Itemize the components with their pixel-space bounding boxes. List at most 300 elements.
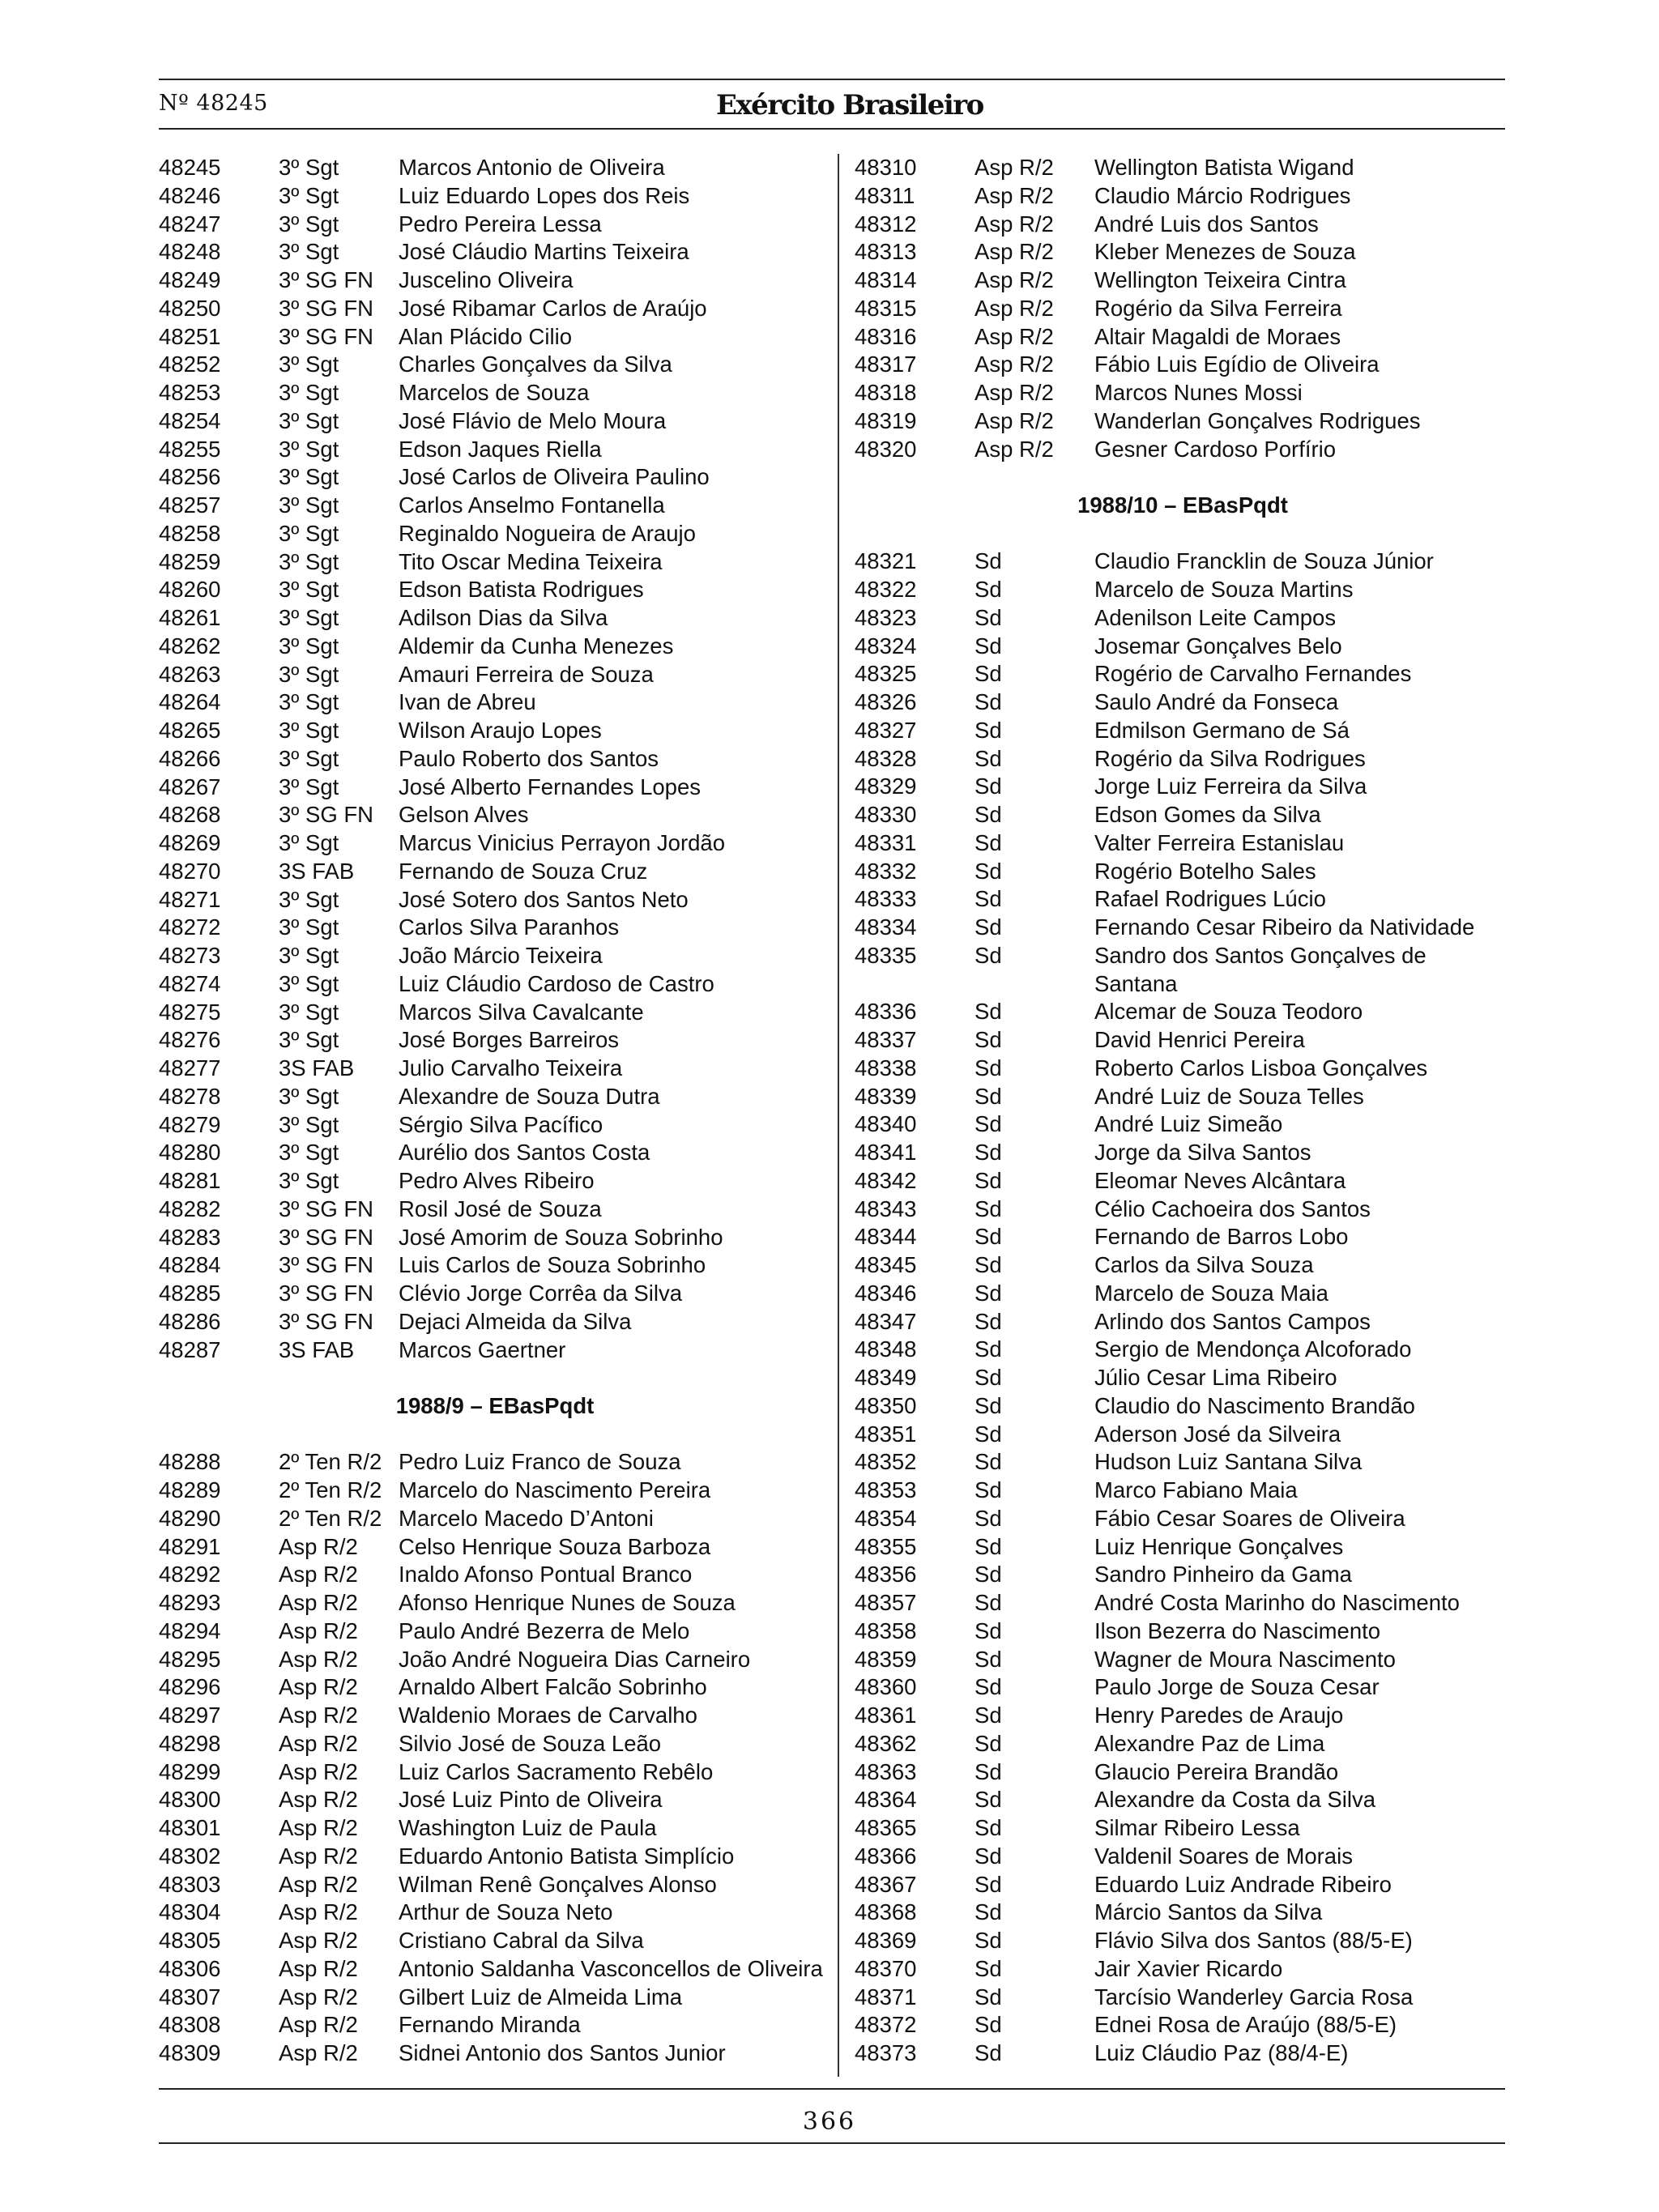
person-name: Claudio do Nascimento Brandão — [1094, 1392, 1415, 1418]
rank: 3º Sgt — [279, 1168, 339, 1193]
rank: Sd — [975, 1196, 1002, 1221]
record-number: 48268 — [159, 802, 221, 828]
record-number: 48364 — [855, 1787, 917, 1813]
record-number: 48330 — [855, 802, 917, 827]
record-number: 48350 — [855, 1392, 917, 1418]
record-number: 48291 — [159, 1533, 221, 1559]
list-item — [855, 633, 1511, 661]
rank: 3º Sgt — [279, 970, 339, 996]
rank: Asp R/2 — [975, 155, 1054, 180]
person-name: Cristiano Cabral da Silva — [399, 1928, 644, 1953]
person-name: David Henrici Pereira — [1094, 1027, 1305, 1052]
record-number: 48338 — [855, 1055, 917, 1080]
record-number: 48367 — [855, 1871, 917, 1897]
record-number: 48264 — [159, 689, 221, 715]
rank: Sd — [975, 1308, 1002, 1334]
record-number: 48251 — [159, 323, 221, 349]
person-name: Clévio Jorge Corrêa da Silva — [399, 1281, 683, 1306]
person-name: Marcos Antonio de Oliveira — [399, 155, 665, 180]
list-item — [855, 295, 1511, 323]
list-item — [855, 1392, 1511, 1421]
record-number: 48254 — [159, 407, 221, 433]
record-number: 48336 — [855, 999, 917, 1025]
rank: Sd — [975, 1787, 1002, 1813]
person-name: José Sotero dos Santos Neto — [399, 886, 689, 912]
list-item — [159, 1083, 831, 1111]
list-item — [855, 1308, 1511, 1336]
rank: Asp R/2 — [975, 436, 1054, 462]
person-name: Carlos Silva Paranhos — [399, 914, 620, 940]
rank: Asp R/2 — [279, 1703, 358, 1728]
person-name: Marco Fabiano Maia — [1094, 1477, 1298, 1502]
record-number: 48308 — [159, 2012, 221, 2038]
person-name: Edmilson Germano de Sá — [1094, 717, 1350, 743]
list-item — [159, 211, 831, 239]
rank: Sd — [975, 1365, 1002, 1390]
person-name: Wilson Araujo Lopes — [399, 718, 602, 743]
list-item — [855, 1927, 1511, 1955]
rank: Asp R/2 — [279, 1562, 358, 1588]
list-item — [159, 1899, 831, 1927]
person-name: Wanderlan Gonçalves Rodrigues — [1094, 407, 1421, 433]
list-item — [159, 1533, 831, 1562]
record-number: 48349 — [855, 1365, 917, 1390]
person-name: Edson Batista Rodrigues — [399, 577, 644, 603]
list-item — [855, 182, 1511, 211]
rank: 3º Sgt — [279, 577, 339, 603]
person-name: Arnaldo Albert Falcão Sobrinho — [399, 1674, 707, 1700]
person-name: Alcemar de Souza Teodoro — [1094, 999, 1363, 1025]
rank: Sd — [975, 1505, 1002, 1531]
page-number: 366 — [802, 2108, 857, 2136]
rank: Sd — [975, 1646, 1002, 1672]
record-number: 48359 — [855, 1646, 917, 1672]
rank: Sd — [975, 1730, 1002, 1756]
rank: Sd — [975, 1083, 1002, 1109]
rank: Sd — [975, 1871, 1002, 1897]
record-number: 48273 — [159, 943, 221, 968]
person-name: Marcelos de Souza — [399, 380, 590, 405]
record-number: 48370 — [855, 1955, 917, 1981]
list-item — [159, 717, 831, 745]
rank: 3º SG FN — [279, 267, 374, 292]
record-number: 48290 — [159, 1505, 221, 1531]
list-item — [159, 633, 831, 661]
rank: 3º Sgt — [279, 155, 339, 180]
list-item — [159, 1336, 831, 1365]
record-number: 48365 — [855, 1815, 917, 1840]
record-number: 48293 — [159, 1590, 221, 1615]
person-name: Wellington Batista Wigand — [1094, 155, 1354, 180]
rank: 3º Sgt — [279, 830, 339, 855]
record-number: 48295 — [159, 1646, 221, 1672]
person-name: Gesner Cardoso Porfírio — [1094, 436, 1337, 462]
list-item — [855, 1955, 1511, 1984]
record-number: 48344 — [855, 1224, 917, 1250]
rank: Sd — [975, 548, 1002, 574]
list-item — [159, 1984, 831, 2012]
person-name: Sérgio Silva Pacífico — [399, 1111, 603, 1137]
rank: Sd — [975, 1703, 1002, 1728]
rank: Sd — [975, 886, 1002, 912]
record-number: 48333 — [855, 886, 917, 912]
person-name: Eduardo Antonio Batista Simplício — [399, 1843, 735, 1869]
person-name: Eduardo Luiz Andrade Ribeiro — [1094, 1871, 1392, 1897]
list-item — [855, 2011, 1511, 2039]
person-name: Ilson Bezerra do Nascimento — [1094, 1617, 1381, 1643]
person-name: José Alberto Fernandes Lopes — [399, 774, 702, 799]
record-number: 48320 — [855, 436, 917, 462]
list-item — [159, 1758, 831, 1787]
rank: 3S FAB — [279, 1336, 355, 1362]
record-number: 48360 — [855, 1674, 917, 1700]
record-number: 48298 — [159, 1730, 221, 1756]
rank: Sd — [975, 1815, 1002, 1840]
rank: Sd — [975, 633, 1002, 658]
list-item — [159, 1702, 831, 1730]
person-name: Ivan de Abreu — [399, 689, 536, 715]
record-number: 48312 — [855, 211, 917, 237]
record-number: 48283 — [159, 1224, 221, 1250]
person-name: Luiz Eduardo Lopes dos Reis — [399, 182, 690, 208]
rank: Asp R/2 — [975, 211, 1054, 237]
list-item — [855, 1673, 1511, 1702]
record-number: 48315 — [855, 295, 917, 321]
person-name: Gelson Alves — [399, 802, 529, 828]
rank: 3º SG FN — [279, 1196, 374, 1221]
rank: Sd — [975, 1336, 1002, 1362]
rank: 3º Sgt — [279, 548, 339, 574]
rank: 3º Sgt — [279, 774, 339, 799]
list-item — [855, 1280, 1511, 1308]
person-name: Claudio Francklin de Souza Júnior — [1094, 548, 1434, 574]
record-number: 48351 — [855, 1421, 917, 1447]
record-number: 48310 — [855, 155, 917, 180]
record-number: 48317 — [855, 352, 917, 377]
list-item — [855, 1364, 1511, 1392]
rank: Asp R/2 — [279, 1984, 358, 2010]
rank: Asp R/2 — [279, 1674, 358, 1700]
rank: 3º Sgt — [279, 436, 339, 462]
rank: Sd — [975, 1280, 1002, 1306]
rank: Sd — [975, 1758, 1002, 1784]
rank: Asp R/2 — [975, 352, 1054, 377]
person-name: Marcos Silva Cavalcante — [399, 999, 644, 1025]
record-number: 48358 — [855, 1617, 917, 1643]
rank: Sd — [975, 1027, 1002, 1052]
record-number: 48286 — [159, 1308, 221, 1334]
record-number: 48304 — [159, 1899, 221, 1925]
record-number: 48263 — [159, 661, 221, 687]
person-name: Marcelo de Souza Martins — [1094, 577, 1354, 602]
record-number: 48272 — [159, 914, 221, 940]
record-number: 48329 — [855, 774, 917, 799]
rank: Sd — [975, 1252, 1002, 1277]
list-item — [855, 1871, 1511, 1899]
rank: Asp R/2 — [279, 2012, 358, 2038]
record-number: 48269 — [159, 830, 221, 855]
list-item — [855, 1110, 1511, 1139]
person-name: Gilbert Luiz de Almeida Lima — [399, 1984, 683, 2010]
person-name: Silvio José de Souza Leão — [399, 1730, 662, 1756]
rank: Sd — [975, 829, 1002, 855]
person-name: Fábio Luis Egídio de Oliveira — [1094, 352, 1380, 377]
person-name: Tarcísio Wanderley Garcia Rosa — [1094, 1984, 1414, 2010]
rank: Asp R/2 — [279, 1955, 358, 1981]
person-name: José Ribamar Carlos de Araújo — [399, 295, 707, 321]
list-item — [159, 1589, 831, 1617]
list-item — [855, 1055, 1511, 1083]
list-item — [855, 1589, 1511, 1617]
person-name: José Flávio de Melo Moura — [399, 407, 667, 433]
rank: Sd — [975, 1928, 1002, 1953]
person-name: Julio Carvalho Teixeira — [399, 1055, 623, 1080]
list-item — [159, 801, 831, 829]
list-item — [159, 520, 831, 548]
person-name: Luiz Cláudio Cardoso de Castro — [399, 970, 714, 996]
person-name: Flávio Silva dos Santos (88/5-E) — [1094, 1928, 1413, 1953]
person-name: Roberto Carlos Lisboa Gonçalves — [1094, 1055, 1428, 1080]
list-item — [855, 238, 1511, 266]
list-item — [855, 323, 1511, 352]
list-item — [159, 407, 831, 436]
person-name: Claudio Márcio Rodrigues — [1094, 182, 1351, 208]
record-number: 48260 — [159, 577, 221, 603]
record-number: 48246 — [159, 182, 221, 208]
rank: Sd — [975, 1449, 1002, 1475]
record-number: 48363 — [855, 1758, 917, 1784]
record-number: 48297 — [159, 1703, 221, 1728]
list-item — [159, 1561, 831, 1589]
person-name: Sandro dos Santos Gonçalves de Santana — [1094, 942, 1427, 996]
list-item — [855, 1843, 1511, 1871]
rank: Asp R/2 — [975, 407, 1054, 433]
record-number: 48345 — [855, 1252, 917, 1277]
person-name: Wagner de Moura Nascimento — [1094, 1646, 1396, 1672]
person-name: Adenilson Leite Campos — [1094, 604, 1337, 630]
record-number: 48300 — [159, 1787, 221, 1813]
record-number: 48372 — [855, 2012, 917, 2038]
rank: Sd — [975, 1843, 1002, 1869]
list-item — [855, 1533, 1511, 1562]
list-item — [855, 1899, 1511, 1927]
record-number: 48265 — [159, 718, 221, 743]
list-item — [159, 266, 831, 295]
list-item — [855, 548, 1511, 576]
list-item — [855, 266, 1511, 295]
person-name: Arlindo dos Santos Campos — [1094, 1308, 1371, 1334]
list-item — [159, 774, 831, 802]
rank: 3º Sgt — [279, 211, 339, 237]
rank: 3º Sgt — [279, 492, 339, 518]
person-name: Marcos Gaertner — [399, 1336, 566, 1362]
list-item — [159, 914, 831, 942]
record-number: 48353 — [855, 1477, 917, 1502]
record-number: 48341 — [855, 1140, 917, 1165]
rank: 3º SG FN — [279, 802, 374, 828]
record-number: 48284 — [159, 1252, 221, 1278]
list-item — [159, 1448, 831, 1477]
rank: 3º Sgt — [279, 1111, 339, 1137]
person-name: Glaucio Pereira Brandão — [1094, 1758, 1339, 1784]
person-name: Júlio Cesar Lima Ribeiro — [1094, 1365, 1337, 1390]
list-item — [159, 1673, 831, 1702]
list-item — [855, 801, 1511, 829]
record-number: 48323 — [855, 604, 917, 630]
person-name: Saulo André da Fonseca — [1094, 689, 1339, 714]
record-number: 48253 — [159, 380, 221, 405]
rank: Sd — [975, 2012, 1002, 2038]
rank: Asp R/2 — [975, 239, 1054, 265]
person-name: Paulo André Bezerra de Melo — [399, 1617, 690, 1643]
list-item — [855, 1477, 1511, 1505]
list-item — [159, 2011, 831, 2039]
list-item — [159, 661, 831, 689]
record-number: 48354 — [855, 1505, 917, 1531]
rank: Sd — [975, 1562, 1002, 1588]
person-name: Amauri Ferreira de Souza — [399, 661, 654, 687]
rank: Sd — [975, 802, 1002, 827]
record-number: 48347 — [855, 1308, 917, 1334]
rank: Sd — [975, 999, 1002, 1025]
person-name: Kleber Menezes de Souza — [1094, 239, 1356, 265]
header-record-number: Nº 48245 — [159, 91, 268, 116]
rank: 2º Ten R/2 — [279, 1505, 382, 1531]
record-number: 48299 — [159, 1758, 221, 1784]
record-number: 48305 — [159, 1928, 221, 1953]
list-item — [855, 1758, 1511, 1787]
rank: 3º Sgt — [279, 352, 339, 377]
person-name: Altair Magaldi de Moraes — [1094, 323, 1341, 349]
right-column — [855, 154, 1511, 2068]
rank: Sd — [975, 1477, 1002, 1502]
list-item — [159, 379, 831, 407]
list-item — [855, 745, 1511, 774]
rank: Asp R/2 — [279, 1787, 358, 1813]
list-item — [159, 829, 831, 858]
person-name: Pedro Alves Ribeiro — [399, 1168, 595, 1193]
record-number: 48319 — [855, 407, 917, 433]
rank: Sd — [975, 1392, 1002, 1418]
rank: 3º Sgt — [279, 999, 339, 1025]
person-name: José Luiz Pinto de Oliveira — [399, 1787, 663, 1813]
list-item — [159, 154, 831, 182]
record-number: 48366 — [855, 1843, 917, 1869]
list-item — [855, 688, 1511, 717]
record-number: 48282 — [159, 1196, 221, 1221]
person-name: Alexandre de Souza Dutra — [399, 1083, 660, 1109]
list-item — [159, 1505, 831, 1533]
record-number: 48334 — [855, 914, 917, 940]
rank: Sd — [975, 1167, 1002, 1193]
person-name: Luiz Cláudio Paz (88/4-E) — [1094, 2040, 1349, 2065]
rank: Asp R/2 — [279, 1928, 358, 1953]
person-name: André Costa Marinho do Nascimento — [1094, 1590, 1460, 1615]
list-item — [855, 1336, 1511, 1364]
person-name: Célio Cachoeira dos Santos — [1094, 1196, 1371, 1221]
rank: Asp R/2 — [279, 2040, 358, 2065]
rank: 3º Sgt — [279, 1083, 339, 1109]
record-number: 48373 — [855, 2040, 917, 2065]
list-item — [855, 1786, 1511, 1814]
record-number: 48314 — [855, 267, 917, 292]
record-number: 48278 — [159, 1083, 221, 1109]
rank: 3º Sgt — [279, 380, 339, 405]
list-item — [855, 1223, 1511, 1251]
record-number: 48280 — [159, 1140, 221, 1166]
record-number: 48271 — [159, 886, 221, 912]
list-item — [159, 688, 831, 717]
rank: Asp R/2 — [975, 323, 1054, 349]
list-item — [855, 1561, 1511, 1589]
list-item — [855, 1139, 1511, 1167]
person-name: Arthur de Souza Neto — [399, 1899, 613, 1925]
footer-top-rule — [159, 2088, 1505, 2090]
rank: 2º Ten R/2 — [279, 1449, 382, 1475]
list-item — [855, 660, 1511, 688]
rank: Asp R/2 — [279, 1590, 358, 1615]
record-number: 48248 — [159, 239, 221, 265]
list-item — [855, 942, 1511, 999]
person-name: Wellington Teixeira Cintra — [1094, 267, 1346, 292]
list-item — [159, 1055, 831, 1083]
rank: Sd — [975, 1111, 1002, 1137]
record-number: 48331 — [855, 829, 917, 855]
person-name: José Borges Barreiros — [399, 1027, 620, 1053]
rank: 3º Sgt — [279, 661, 339, 687]
rank: 3º Sgt — [279, 745, 339, 771]
record-number: 48292 — [159, 1562, 221, 1588]
list-item — [855, 1984, 1511, 2012]
person-name: Marcelo Macedo D’Antoni — [399, 1505, 654, 1531]
rank: 3S FAB — [279, 1055, 355, 1080]
list-item — [159, 1196, 831, 1224]
list-item — [159, 1477, 831, 1505]
record-number: 48311 — [855, 182, 915, 208]
person-name: Jorge Luiz Ferreira da Silva — [1094, 774, 1367, 799]
record-number: 48296 — [159, 1674, 221, 1700]
record-number: 48326 — [855, 689, 917, 714]
rank: Sd — [975, 1140, 1002, 1165]
list-item — [855, 1251, 1511, 1280]
rank: Sd — [975, 1224, 1002, 1250]
section-heading: 1988/9 – EBasPqdt — [395, 1393, 595, 1419]
person-name: Luis Carlos de Souza Sobrinho — [399, 1252, 706, 1278]
person-name: Rosil José de Souza — [399, 1196, 602, 1221]
rank: 3º Sgt — [279, 464, 339, 490]
person-name: Edson Jaques Riella — [399, 436, 602, 462]
person-name: Edson Gomes da Silva — [1094, 802, 1321, 827]
record-number: 48342 — [855, 1167, 917, 1193]
record-number: 48258 — [159, 520, 221, 546]
left-column — [159, 154, 831, 2068]
person-name: Dejaci Almeida da Silva — [399, 1308, 632, 1334]
rank: Sd — [975, 942, 1002, 968]
person-name: Paulo Roberto dos Santos — [399, 745, 659, 771]
person-name: Luiz Henrique Gonçalves — [1094, 1533, 1344, 1559]
person-name: Fernando de Souza Cruz — [399, 858, 648, 884]
list-item — [855, 998, 1511, 1026]
record-number: 48307 — [159, 1984, 221, 2010]
record-number: 48285 — [159, 1281, 221, 1306]
record-number: 48287 — [159, 1336, 221, 1362]
record-number: 48324 — [855, 633, 917, 658]
rank: 3º SG FN — [279, 1281, 374, 1306]
person-name: Marcus Vinicius Perrayon Jordão — [399, 830, 726, 855]
person-name: Henry Paredes de Araujo — [1094, 1703, 1344, 1728]
rank: Asp R/2 — [279, 1871, 358, 1897]
record-number: 48245 — [159, 155, 221, 180]
